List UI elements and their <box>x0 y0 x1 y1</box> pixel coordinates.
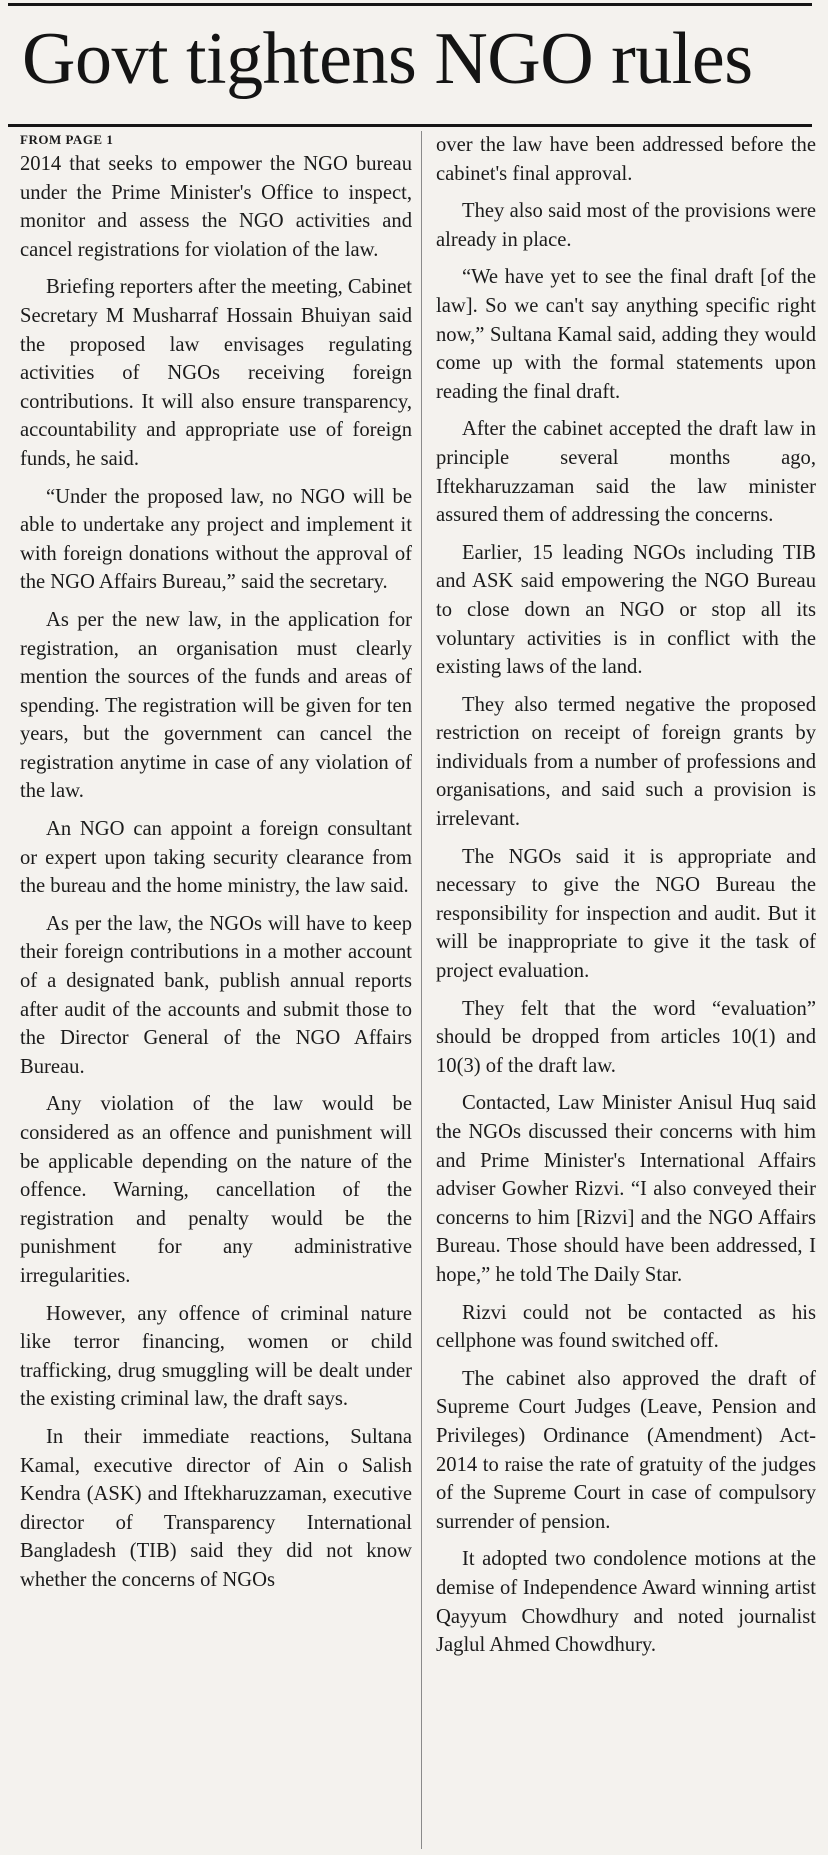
paragraph: It adopted two condolence motions at the demise of Independence Award winning artist Qayyum Chowdhury and noted journalist Jaglul Ahmed Chowdhury. <box>436 1548 816 1657</box>
paragraph: over the law have been addressed before the cabinet's final approval. <box>436 134 816 185</box>
paragraph: An NGO can appoint a foreign consultant or expert upon taking security clearance from the bureau and the home ministry, the law said. <box>20 818 412 898</box>
paragraph: They also said most of the provisions were already in place. <box>436 200 816 251</box>
paragraph: The cabinet also approved the draft of Supreme Court Judges (Leave, Pension and Privileges) Ordinance (Amendment) Act-2014 to raise the rate of gratuity of the judges of the Supreme Court in case of compulsory surrender of pension. <box>436 1367 816 1533</box>
paragraph: In their immediate reactions, Sultana Kamal, executive director of Ain o Salish Kendra (ASK) and Iftekharuzzaman, executive director of Transparency International Bangladesh (TIB) said they did not know whether the concerns of NGOs <box>20 1425 412 1591</box>
paragraph: Briefing reporters after the meeting, Cabinet Secretary M Musharraf Hossain Bhuiyan said the proposed law envisages regulating activities of NGOs receiving foreign contributions. It will also ensure transparency, accountability and appropriate use of foreign funds, he said. <box>20 276 412 470</box>
paragraph: “Under the proposed law, no NGO will be able to undertake any project and implement it with foreign donations without the approval of the NGO Affairs Bureau,” said the secretary. <box>20 485 412 594</box>
paragraph: Earlier, 15 leading NGOs including TIB and ASK said empowering the NGO Bureau to close down an NGO or stop all its voluntary activities is in conflict with the existing laws of the land. <box>436 541 816 679</box>
paragraph: Rizvi could not be contacted as his cellphone was found switched off. <box>436 1301 816 1353</box>
paragraph: However, any offence of criminal nature like terror financing, women or child trafficking, drug smuggling will be dealt under the existing criminal law, the draft says. <box>20 1302 412 1411</box>
continuation-label: FROM PAGE 1 <box>20 132 114 147</box>
headline: Govt tightens NGO rules <box>22 18 753 100</box>
article-column-left <box>20 131 412 1851</box>
paragraph: They felt that the word “evaluation” should be dropped from articles 10(1) and 10(3) of the draft law. <box>436 997 816 1077</box>
paragraph: As per the law, the NGOs will have to keep their foreign contributions in a mother account of a designated bank, publish annual reports after audit of the accounts and submit those to the Director General of the NGO Affairs Bureau. <box>20 912 412 1078</box>
paragraph: Contacted, Law Minister Anisul Huq said the NGOs discussed their concerns with him and Prime Minister's International Affairs adviser Gowher Rizvi. “I also conveyed their concerns to him [Rizvi] and the NGO Affairs Bureau. Those should have been addressed, I hope,” he told The Daily Star. <box>436 1092 816 1286</box>
paragraph: 2014 that seeks to empower the NGO bureau under the Prime Minister's Office to inspect, monitor and assess the NGO activities and cancel registrations for violation of the law. <box>20 153 412 261</box>
paragraph: As per the new law, in the application for registration, an organisation must clearly mention the sources of the funds and areas of spending. The registration will be given for ten years, but the government can cancel the registration anytime in case of any violation of the law. <box>20 608 412 803</box>
headline-rule <box>8 124 812 127</box>
paragraph: They also termed negative the proposed restriction on receipt of foreign grants by individuals from a number of professions and organisations, and said such a provision is irrelevant. <box>436 693 816 831</box>
column-divider <box>421 131 422 1849</box>
paragraph: Any violation of the law would be considered as an offence and punishment will be applicable depending on the nature of the offence. Warning, cancellation of the registration and penalty would be the punishment for any administrative irregularities. <box>20 1093 412 1287</box>
paragraph: “We have yet to see the final draft [of the law]. So we can't say anything specific right now,” Sultana Kamal said, adding they would come up with the formal statements upon reading the final draft. <box>436 266 816 403</box>
paragraph: The NGOs said it is appropriate and necessary to give the NGO Bureau the responsibility for inspection and audit. But it will be inappropriate to give it the task of project evaluation. <box>436 845 816 983</box>
article-column-right <box>436 131 816 1851</box>
top-rule <box>8 3 812 6</box>
paragraph: After the cabinet accepted the draft law in principle several months ago, Iftekharuzzaman said the law minister assured them of addressing the concerns. <box>436 418 816 527</box>
